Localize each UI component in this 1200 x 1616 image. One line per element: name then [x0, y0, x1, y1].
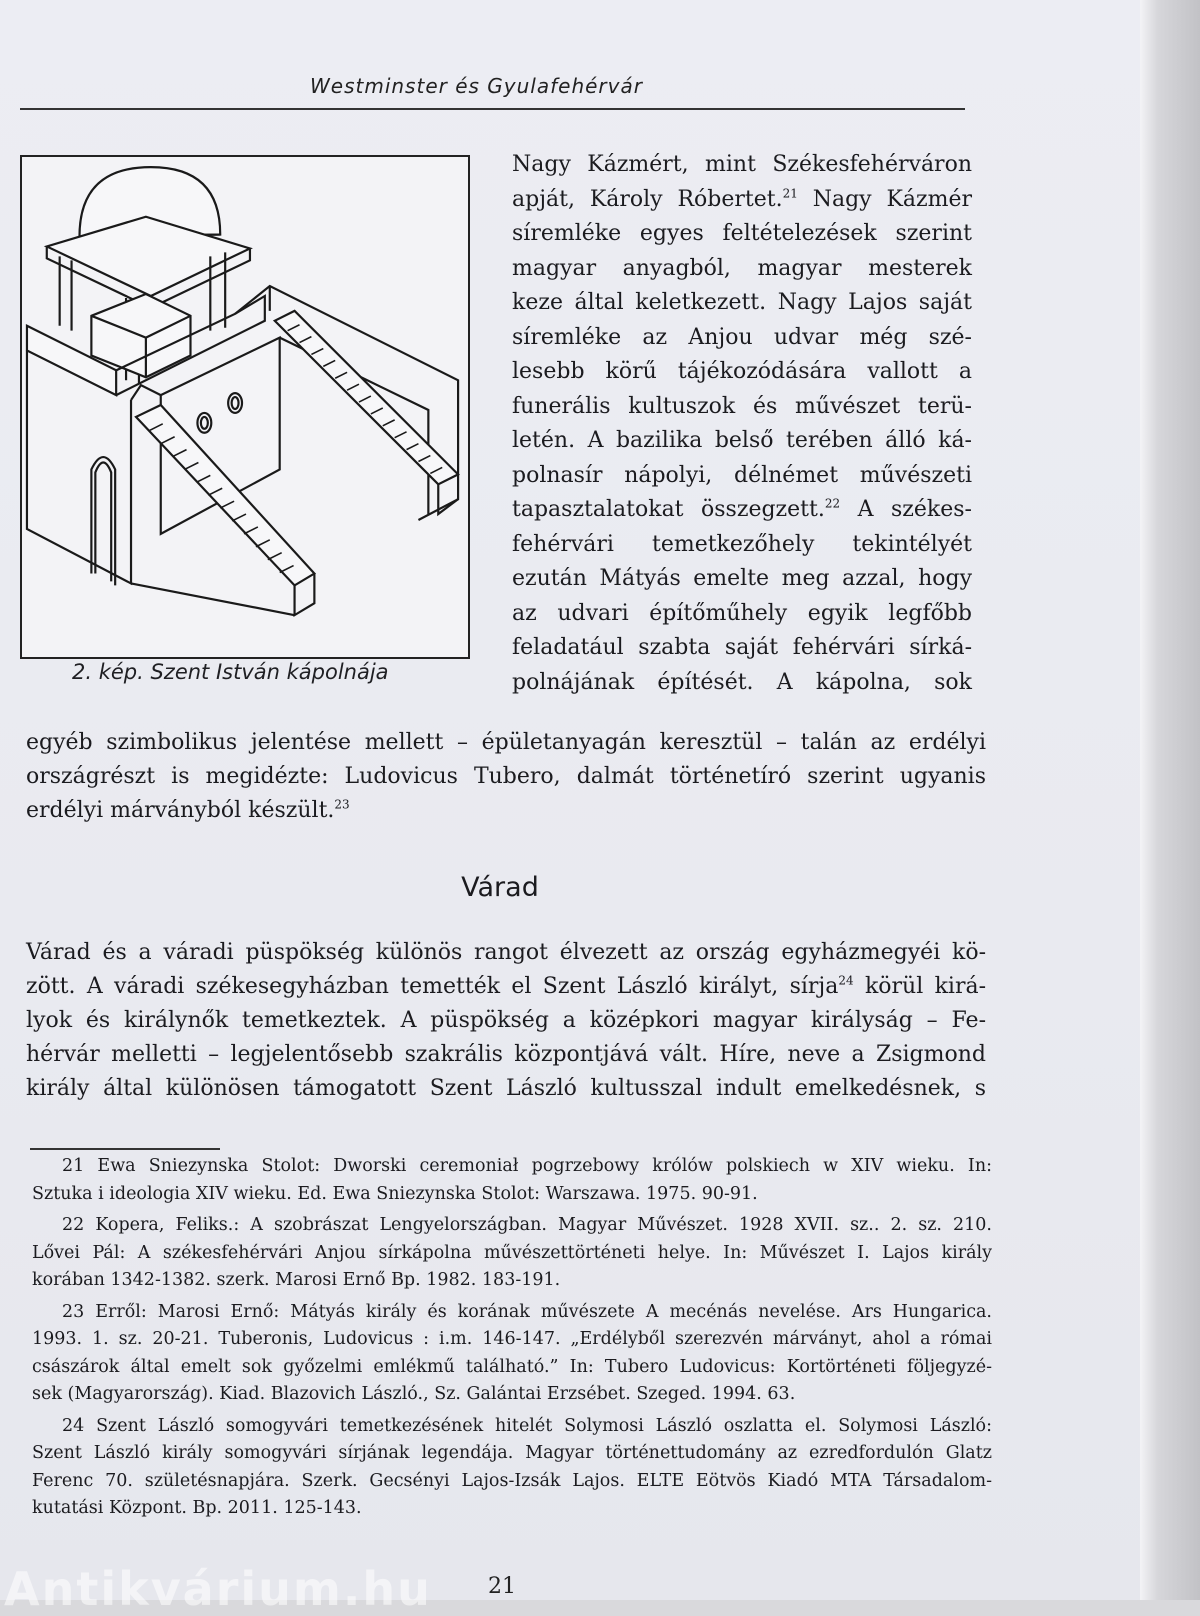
text-line: zött. A váradi székesegyházban temették el Szent László királyt, sírja$^{24}$ körül kirá-: [26, 973, 987, 999]
section-heading: Várad: [461, 872, 539, 903]
text-line: feladatául szabta saját fehérvári sírká-: [512, 635, 972, 660]
text-line: apját, Károly Róbertet.$^{21}$ Nagy Kázmér: [512, 186, 973, 212]
text-line: magyar anyagból, magyar mesterek: [512, 255, 972, 281]
section-paragraph: [26, 936, 986, 1106]
chapel-illustration-icon: [22, 157, 468, 657]
figure-caption: 2. kép. Szent István kápolnája: [72, 660, 389, 684]
text-line: polnájának építését. A kápolna, sok: [512, 669, 972, 695]
text-line: hérvár melletti – legjelentősebb szakrális központjává vált. Híre, neve a Zsigmond: [26, 1042, 986, 1067]
footnote-23: [32, 1299, 992, 1409]
footnote-line: Lővei Pál: A székesfehérvári Anjou sírkápolna művészettörténeti helye. In: Művészet I. Lajos király: [32, 1242, 992, 1263]
text-line: tapasztalatokat összegzett.$^{22}$ A székes-: [512, 496, 972, 522]
footnote-line: Sztuka i ideologia XIV wieku. Ed. Ewa Sniezynska Stolot: Warszawa. 1975. 90-91.: [32, 1183, 758, 1204]
text-line: síremléke az Anjou udvar még szé-: [512, 324, 972, 350]
text-line: lyok és királynők temetkeztek. A püspökség a középkori magyar királyság – Fe-: [26, 1008, 986, 1033]
text-line: erdélyi márványból készült.$^{23}$: [26, 797, 350, 823]
text-line: funerális kultuszok és művészet terü-: [512, 393, 972, 419]
text-line: Nagy Kázmért, mint Székesfehérváron: [512, 152, 972, 177]
continuation-paragraph: [26, 726, 986, 828]
text-line: országrészt is megidézte: Ludovicus Tubero, dalmát történetíró szerint ugyanis: [26, 764, 986, 789]
text-line: fehérvári temetkezőhely tekintélyét: [512, 531, 972, 557]
text-line: lesebb körű tájékozódására vallott a: [512, 359, 972, 384]
watermark: Antikvárium.hu: [4, 1562, 432, 1616]
footnote-ref[interactable]: 22: [824, 496, 841, 511]
footnote-21: [32, 1153, 992, 1208]
figure-frame: [20, 155, 470, 659]
footnote-line: 23 Erről: Marosi Ernő: Mátyás király és korának művészete A mecénás nevelése. Ars Hungarica.: [62, 1301, 992, 1322]
footnote-line: császárok által emelt sok győzelmi emlékmű található.” In: Tubero Ludovicus: Kortörténeti följegyzé-: [32, 1356, 992, 1377]
page-edge: [1140, 0, 1200, 1600]
footnote-line: Szent László király somogyvári sírjának legendája. Magyar történettudomány az ezredfordulón Glatz: [32, 1443, 992, 1463]
footnote-line: 24 Szent László somogyvári temetkezésének hitelét Solymosi László oszlatta el. Solymosi László:: [62, 1415, 992, 1436]
text-line: király által különösen támogatott Szent László kultusszal indult emelkedésnek, s: [26, 1076, 986, 1101]
footnote-line: 21 Ewa Sniezynska Stolot: Dworski ceremoniał pogrzebowy królów polskiech w XIV wieku. In:: [62, 1156, 992, 1176]
text-line: letén. A bazilika belső terében álló ká-: [512, 428, 972, 453]
running-head: Westminster és Gyulafehérvár: [310, 74, 643, 98]
footnote-line: Ferenc 70. születésnapjára. Szerk. Gecsényi Lajos-Izsák Lajos. ELTE Eötvös Kiadó MTA Társadalom-: [32, 1470, 992, 1491]
text-line: egyéb szimbolikus jelentése mellett – épületanyagán keresztül – talán az erdélyi: [26, 730, 986, 755]
page-number: 21: [488, 1574, 516, 1599]
text-line: ezután Mátyás emelte meg azzal, hogy: [512, 566, 972, 591]
footnote-line: kutatási Központ. Bp. 2011. 125-143.: [32, 1498, 362, 1518]
side-text-column: [512, 148, 972, 700]
footnotes: [32, 1153, 992, 1527]
footnote-ref[interactable]: 23: [334, 797, 350, 812]
footnote-line: 22 Kopera, Feliks.: A szobrászat Lengyelországban. Magyar Művészet. 1928 XVII. sz.. 2. sz. 210.: [62, 1215, 992, 1235]
text-line: az udvari építőműhely egyik legfőbb: [512, 600, 972, 626]
footnote-rule: [30, 1148, 220, 1150]
footnote-line: sek (Magyarország). Kiad. Blazovich László., Sz. Galántai Erzsébet. Szeged. 1994. 63.: [32, 1384, 796, 1404]
text-line: polnasír nápolyi, délnémet művészeti: [512, 462, 972, 488]
footnote-ref[interactable]: 24: [838, 973, 854, 988]
footnote-22: [32, 1212, 992, 1295]
text-line: Várad és a váradi püspökség különös rangot élvezett az ország egyházmegyéi kö-: [26, 940, 986, 965]
footnote-24: [32, 1413, 992, 1523]
text-line: keze által keletkezett. Nagy Lajos saját: [512, 290, 972, 315]
footnote-line: korában 1342-1382. szerk. Marosi Ernő Bp. 1982. 183-191.: [32, 1270, 561, 1290]
footnote-ref[interactable]: 21: [782, 186, 798, 201]
footnote-line: 1993. 1. sz. 20-21. Tuberonis, Ludovicus : i.m. 146-147. „Erdélyből szerezvén márványt, ahol a római: [32, 1329, 992, 1349]
header-rule: [20, 108, 965, 110]
text-line: síremléke egyes feltételezések szerint: [512, 221, 972, 246]
